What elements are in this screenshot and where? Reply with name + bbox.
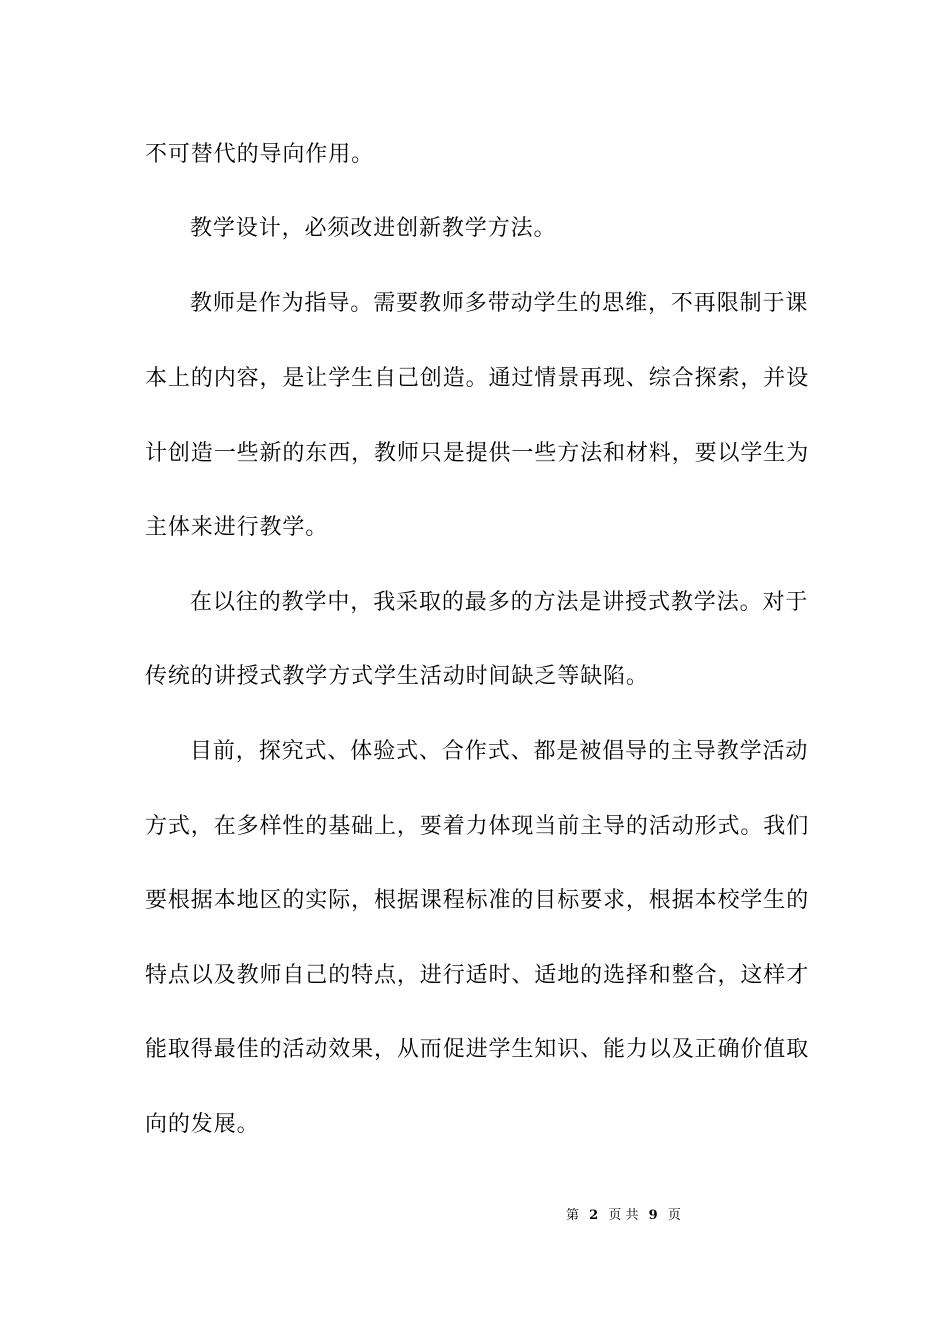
text-line: 传统的讲授式教学方式学生活动时间缺乏等缺陷。	[145, 664, 649, 689]
text-line: 不可替代的导向作用。	[145, 142, 375, 167]
text-line: 目前，探究式、体验式、合作式、都是被倡导的主导教学活动	[190, 739, 809, 764]
page-footer	[566, 1208, 681, 1224]
text-line: 计创造一些新的东西，教师只是提供一些方法和材料，要以学生为	[145, 441, 810, 466]
text-line: 能取得最佳的活动效果，从而促进学生知识、能力以及正确价值取	[145, 1037, 810, 1062]
footer-page-number: 2	[589, 1208, 599, 1223]
footer-suffix: 页	[667, 1208, 681, 1223]
text-line: 特点以及教师自己的特点，进行适时、适地的选择和整合，这样才	[145, 963, 810, 988]
text-line: 教学设计，必须改进创新教学方法。	[190, 216, 557, 241]
footer-total-pages: 9	[648, 1208, 658, 1223]
text-line: 向的发展。	[145, 1112, 260, 1137]
text-line: 要根据本地区的实际，根据课程标准的目标要求，根据本校学生的	[145, 888, 810, 913]
text-line: 主体来进行教学。	[145, 515, 329, 540]
footer-middle: 页 共	[608, 1208, 639, 1223]
text-line: 方式，在多样性的基础上，要着力体现当前主导的活动形式。我们	[145, 814, 810, 839]
text-line: 本上的内容，是让学生自己创造。通过情景再现、综合探索，并设	[145, 366, 810, 391]
text-line: 在以往的教学中，我采取的最多的方法是讲授式教学法。对于	[190, 590, 809, 615]
text-line: 教师是作为指导。需要教师多带动学生的思维，不再限制于课	[190, 291, 809, 316]
footer-prefix: 第	[566, 1208, 580, 1223]
